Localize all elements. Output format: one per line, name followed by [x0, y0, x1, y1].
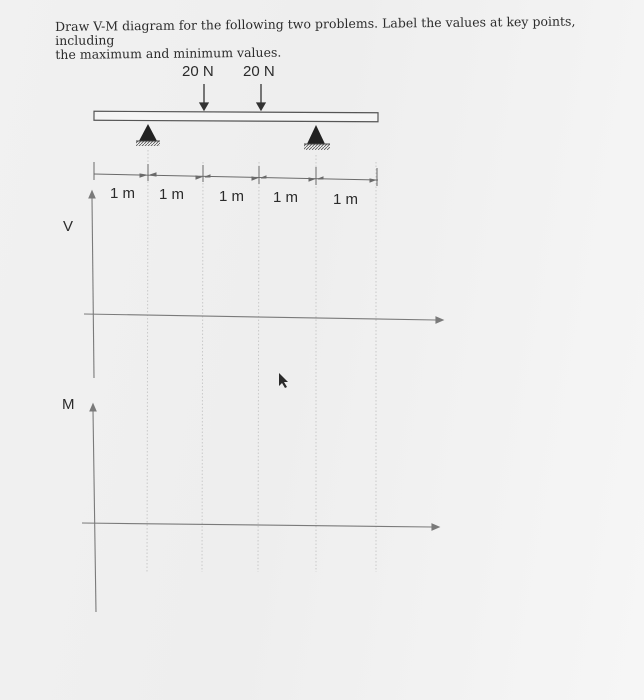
span-label: 1 m	[110, 185, 136, 202]
pin-support	[136, 124, 160, 146]
moment-axes	[82, 404, 439, 612]
moment-axis-label: M	[62, 396, 75, 413]
dimension-line	[94, 162, 378, 186]
shear-axis-label: V	[63, 218, 74, 235]
span-label: 1 m	[219, 188, 245, 205]
problem-line-2: the maximum and minimum values.	[55, 44, 282, 62]
load-arrow	[257, 84, 265, 110]
pin-support	[304, 125, 330, 150]
problem-line-1: Draw V-M diagram for the following two problems. Label the values at key points, including	[54, 13, 576, 48]
guide-line	[147, 150, 148, 572]
guide-line	[202, 162, 203, 572]
load-label: 20 N	[182, 63, 214, 80]
shear-axes	[84, 191, 443, 378]
span-label: 1 m	[273, 189, 299, 206]
span-label: 1 m	[333, 191, 359, 208]
load-label: 20 N	[243, 63, 275, 80]
guide-lines	[147, 150, 376, 572]
beam	[94, 111, 378, 121]
load-arrow	[200, 84, 208, 110]
guide-line	[258, 162, 259, 572]
span-label: 1 m	[159, 186, 185, 203]
cursor-icon	[279, 373, 288, 388]
